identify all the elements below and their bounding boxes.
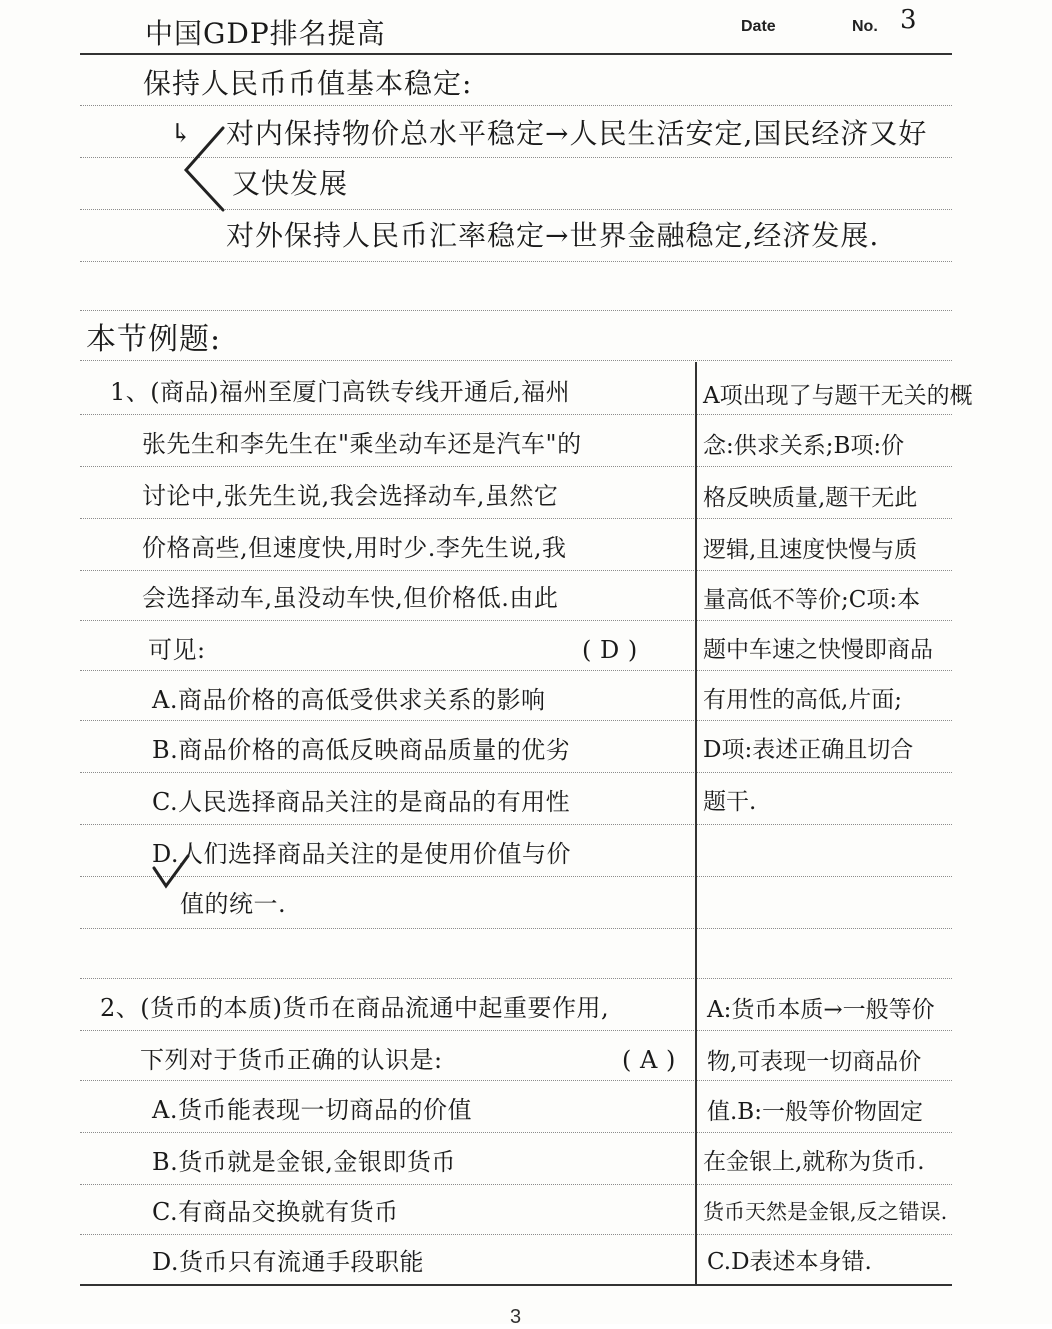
bracket-mark xyxy=(178,118,228,218)
ruled-line xyxy=(80,978,952,979)
q1-note: D项:表述正确且切合 xyxy=(703,737,914,763)
date-label: Date xyxy=(741,18,776,35)
ruled-line xyxy=(80,772,952,773)
column-divider xyxy=(695,362,697,1284)
ruled-line xyxy=(80,1184,952,1185)
q1-option: 值的统一. xyxy=(180,890,287,918)
ruled-line xyxy=(80,824,952,825)
q1-option: A.商品价格的高低受供求关系的影响 xyxy=(152,686,546,714)
ruled-line xyxy=(80,1132,952,1133)
q2-option: A.货币能表现一切商品的价值 xyxy=(152,1096,472,1124)
ruled-line xyxy=(80,876,952,877)
number-value: 3 xyxy=(900,5,918,35)
q2-note: C.D表述本身错. xyxy=(707,1249,872,1275)
q1-prompt: 可见: xyxy=(148,636,206,664)
ruled-line xyxy=(80,518,952,519)
q1-line: 价格高些,但速度快,用时少.李先生说,我 xyxy=(142,534,567,562)
intro-heading: 保持人民币币值基本稳定: xyxy=(143,67,473,100)
q1-note: 题干. xyxy=(703,789,757,815)
q1-option: D.人们选择商品关注的是使用价值与价 xyxy=(152,840,572,868)
q1-option: B.商品价格的高低反映商品质量的优劣 xyxy=(152,736,571,764)
ruled-line xyxy=(80,414,952,415)
q2-note: A:货币本质→一般等价 xyxy=(707,997,935,1023)
q2-option: C.有商品交换就有货币 xyxy=(152,1198,399,1226)
ruled-line xyxy=(80,105,952,106)
q2-note: 物,可表现一切商品价 xyxy=(707,1049,922,1075)
intro-line-1-cont: 又快发展 xyxy=(232,167,349,200)
ruled-line xyxy=(80,670,952,671)
q2-option: D.货币只有流通手段职能 xyxy=(152,1248,425,1276)
examples-heading: 本节例题: xyxy=(86,322,222,357)
q1-note: 题中车速之快慢即商品 xyxy=(703,637,933,663)
ruled-line xyxy=(80,570,952,571)
ruled-line xyxy=(80,1080,952,1081)
q2-line: 下列对于货币正确的认识是: xyxy=(140,1046,443,1074)
q1-option: C.人民选择商品关注的是商品的有用性 xyxy=(152,788,571,816)
number-label: No. xyxy=(852,18,878,35)
q1-note: 量高低不等价;C项:本 xyxy=(703,587,921,613)
q1-answer: ( D ) xyxy=(582,636,638,664)
intro-line-2: 对外保持人民币汇率稳定→世界金融稳定,经济发展. xyxy=(226,219,880,252)
q1-note: 逻辑,且速度快慢与质 xyxy=(703,537,918,563)
q1-line: 讨论中,张先生说,我会选择动车,虽然它 xyxy=(142,482,559,510)
q1-note: 有用性的高低,片面; xyxy=(703,687,903,713)
q2-answer: ( A ) xyxy=(622,1046,676,1074)
arrow-mark: ↳ xyxy=(170,119,193,149)
q2-note: 在金银上,就称为货币. xyxy=(703,1149,925,1175)
ruled-line xyxy=(80,466,952,467)
ruled-line xyxy=(80,928,952,929)
ruled-line xyxy=(80,1234,952,1235)
q1-note: 格反映质量,题干无此 xyxy=(703,485,918,511)
ruled-line xyxy=(80,720,952,721)
q1-line: 张先生和李先生在"乘坐动车还是汽车"的 xyxy=(142,430,582,458)
ruled-line xyxy=(80,310,952,311)
bottom-rule xyxy=(80,1284,952,1286)
q1-note: A项出现了与题干无关的概 xyxy=(703,383,973,409)
page-title: 中国GDP排名提高 xyxy=(145,17,386,50)
page-number: 3 xyxy=(510,1306,522,1328)
ruled-line xyxy=(80,360,952,361)
ruled-line xyxy=(80,620,952,621)
ruled-line xyxy=(80,261,952,262)
q1-line: 会选择动车,虽没动车快,但价格低.由此 xyxy=(142,584,559,612)
q2-option: B.货币就是金银,金银即货币 xyxy=(152,1148,456,1176)
intro-line-1: 对内保持物价总水平稳定→人民生活安定,国民经济又好 xyxy=(226,117,928,150)
q1-note: 念:供求关系;B项:价 xyxy=(703,433,905,459)
q2-line: 2、(货币的本质)货币在商品流通中起重要作用, xyxy=(100,994,610,1022)
q2-note: 值.B:一般等价物固定 xyxy=(707,1099,923,1125)
header-divider xyxy=(80,53,952,55)
ruled-line xyxy=(80,1030,952,1031)
q2-note: 货币天然是金银,反之错误. xyxy=(703,1200,948,1224)
q1-line: 1、(商品)福州至厦门高铁专线开通后,福州 xyxy=(110,378,571,406)
